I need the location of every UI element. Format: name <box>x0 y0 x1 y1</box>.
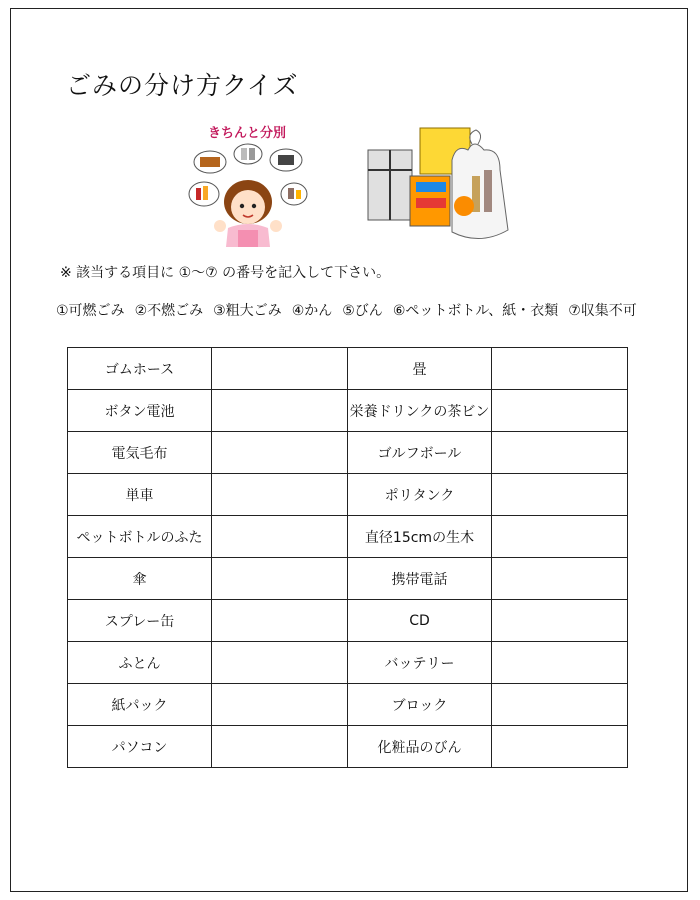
table-row <box>68 558 628 600</box>
woman-sorting-trash-icon <box>182 122 312 247</box>
answer-cell[interactable] <box>492 726 628 768</box>
answer-cell[interactable] <box>212 432 348 474</box>
answer-cell[interactable] <box>212 558 348 600</box>
item-cell: ふとん <box>68 642 212 684</box>
item-cell: 畳 <box>348 348 492 390</box>
item-cell: ブロック <box>348 684 492 726</box>
category-7: ⑦収集不可 <box>568 303 637 319</box>
answer-cell[interactable] <box>212 642 348 684</box>
table-row <box>68 516 628 558</box>
table-row <box>68 474 628 516</box>
table-row <box>68 684 628 726</box>
answer-cell[interactable] <box>492 516 628 558</box>
category-2: ②不燃ごみ <box>134 303 204 319</box>
garbage-bags-icon <box>360 120 530 250</box>
answer-cell[interactable] <box>492 348 628 390</box>
item-cell: ゴムホース <box>68 348 212 390</box>
table-row <box>68 726 628 768</box>
item-cell: 単車 <box>68 474 212 516</box>
answer-cell[interactable] <box>212 684 348 726</box>
answer-cell[interactable] <box>492 432 628 474</box>
quiz-table <box>67 347 628 768</box>
item-cell: ゴルフボール <box>348 432 492 474</box>
answer-cell[interactable] <box>492 642 628 684</box>
illustration-caption: きちんと分別 <box>207 126 286 141</box>
item-cell: CD <box>348 600 492 642</box>
item-cell: パソコン <box>68 726 212 768</box>
item-cell: バッテリー <box>348 642 492 684</box>
answer-cell[interactable] <box>492 684 628 726</box>
answer-cell[interactable] <box>212 516 348 558</box>
category-5: ⑤びん <box>342 303 383 319</box>
item-cell: ポリタンク <box>348 474 492 516</box>
answer-cell[interactable] <box>492 558 628 600</box>
answer-cell[interactable] <box>212 390 348 432</box>
answer-cell[interactable] <box>492 390 628 432</box>
item-cell: 化粧品のびん <box>348 726 492 768</box>
table-row <box>68 432 628 474</box>
page-title: ごみの分け方クイズ <box>66 71 299 100</box>
category-4: ④かん <box>291 303 333 319</box>
item-cell: 携帯電話 <box>348 558 492 600</box>
item-cell: 紙パック <box>68 684 212 726</box>
answer-cell[interactable] <box>212 474 348 516</box>
table-row <box>68 390 628 432</box>
item-cell: ペットボトルのふた <box>68 516 212 558</box>
answer-cell[interactable] <box>212 726 348 768</box>
item-cell: 直径15cmの生木 <box>348 516 492 558</box>
category-6: ⑥ペットボトル、紙・衣類 <box>392 303 559 319</box>
category-legend <box>56 300 637 320</box>
category-1: ①可燃ごみ <box>56 303 125 319</box>
item-cell: 栄養ドリンクの茶ビン <box>348 390 492 432</box>
instruction-text: ※ 該当する項目に ①〜⑦ の番号を記入して下さい。 <box>60 265 391 281</box>
item-cell: スプレー缶 <box>68 600 212 642</box>
answer-cell[interactable] <box>212 600 348 642</box>
item-cell: 傘 <box>68 558 212 600</box>
answer-cell[interactable] <box>212 348 348 390</box>
table-row <box>68 600 628 642</box>
table-row <box>68 642 628 684</box>
answer-cell[interactable] <box>492 600 628 642</box>
item-cell: ボタン電池 <box>68 390 212 432</box>
answer-cell[interactable] <box>492 474 628 516</box>
item-cell: 電気毛布 <box>68 432 212 474</box>
category-3: ③粗大ごみ <box>213 303 282 319</box>
table-row <box>68 348 628 390</box>
